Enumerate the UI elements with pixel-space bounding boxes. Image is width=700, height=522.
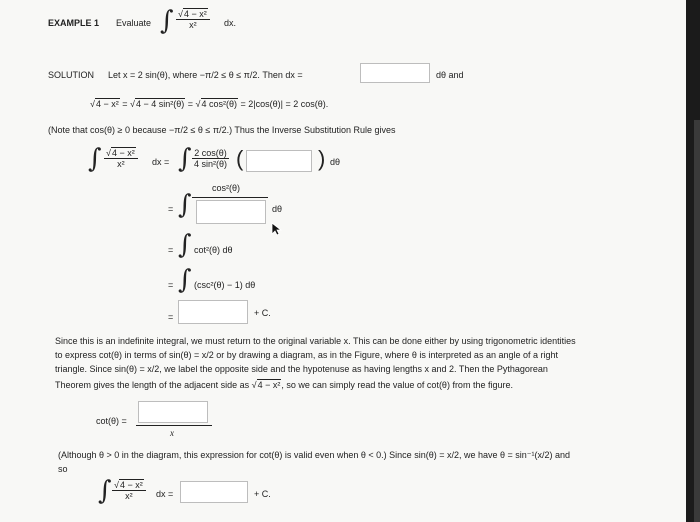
final-answer-box[interactable] [180, 481, 248, 503]
step2-answer-box[interactable] [196, 200, 266, 224]
step2-dtheta: dθ [272, 204, 283, 214]
sqrt-b: 4 − 4 sin²(θ) [135, 99, 185, 109]
final-denominator: x² [125, 491, 133, 501]
step2-numerator: cos²(θ) [212, 183, 241, 193]
cot-fraction-bar [136, 425, 212, 426]
integral-sign: ∫ [160, 6, 174, 36]
final-integrand: $\frac{\text{√4 − x²}}{\text{x²}}$ [112, 480, 146, 501]
sqrt-a: 4 − x² [95, 99, 119, 109]
adjacent-side-sqrt: 4 − x² [257, 380, 281, 390]
although-line-2: so [58, 464, 68, 474]
screen-edge-shadow [694, 120, 700, 522]
mouse-cursor-icon [271, 222, 283, 236]
step4-integral-sign: ∫ [178, 265, 192, 295]
example-integrand [176, 9, 210, 30]
sqrt-symbol: √ [178, 9, 183, 19]
paragraph-line-1: Since this is an indefinite integral, we must return to the original variable x. This can be done either by using trigonometric identities [55, 336, 576, 346]
step1-denominator: 4 sin²(θ) [194, 159, 228, 169]
final-integral-sign: ∫ [98, 476, 112, 506]
step5-plus-c: + C. [254, 308, 271, 318]
paragraph-line-4: Theorem gives the length of the adjacent side as √4 − x², so we can simply read the value of cot(θ) from the figure. [55, 380, 513, 390]
dtheta-and-text: dθ and [436, 70, 464, 80]
step2-fraction-bar [192, 197, 268, 198]
paragraph-line-4-start: Theorem gives the length of the adjacent side as [55, 380, 250, 390]
lhs-integral-sign: ∫ [88, 144, 102, 174]
example-integrand-denominator: x² [189, 20, 197, 30]
step1-dtheta: dθ [330, 157, 341, 167]
sqrt-rest: = 2|cos(θ)| = 2 cos(θ). [240, 99, 329, 109]
final-dx: dx = [156, 489, 174, 499]
final-numerator: 4 − x² [119, 480, 143, 490]
substitution-text: Let x = 2 sin(θ), where −π/2 ≤ θ ≤ π/2. Then dx = [108, 70, 303, 80]
example-dx: dx. [224, 18, 237, 28]
lhs-numerator: 4 − x² [111, 148, 135, 158]
step1-answer-box[interactable] [246, 150, 312, 172]
step1-numerator: 2 cos(θ) [194, 148, 227, 158]
step2-integral-sign: ∫ [178, 190, 192, 220]
step1-fraction [192, 148, 229, 169]
cot-numerator-box[interactable] [138, 401, 208, 423]
cot-label: cot(θ) = [96, 416, 127, 426]
although-line-1: (Although θ > 0 in the diagram, this expression for cot(θ) is valid even when θ < 0.) Since sin(θ) = x/2, we have θ = sin⁻¹(x/2) and [58, 450, 571, 460]
example-integrand-numerator: 4 − x² [183, 9, 207, 19]
step4-equals: = [168, 280, 174, 290]
right-paren: ) [318, 146, 326, 171]
step1-integral-sign: ∫ [178, 144, 192, 174]
cot-denominator: x [170, 428, 174, 438]
dx-answer-box[interactable] [360, 63, 430, 83]
final-plus-c: + C. [254, 489, 271, 499]
solution-label: SOLUTION [48, 70, 95, 80]
note-text: (Note that cos(θ) ≥ 0 because −π/2 ≤ θ ≤ π/2.) Thus the Inverse Substitution Rule gives [48, 125, 396, 135]
lhs-integrand: $\frac{\text{√4 − x²}}{\text{x²}}$ [104, 148, 138, 169]
paragraph-line-4-end: , so we can simply read the value of cot(θ) from the figure. [281, 380, 513, 390]
example-label: EXAMPLE 1 [48, 18, 100, 28]
step5-answer-box[interactable] [178, 300, 248, 324]
lhs-denominator: x² [117, 159, 125, 169]
equals-2: = [187, 99, 194, 109]
step3-body: cot²(θ) dθ [194, 245, 233, 255]
sqrt-c: 4 cos²(θ) [201, 99, 238, 109]
step2-equals: = [168, 204, 174, 214]
left-paren: ( [236, 146, 244, 171]
lhs-dx: dx = [152, 157, 170, 167]
evaluate-text: Evaluate [116, 18, 152, 28]
step3-equals: = [168, 245, 174, 255]
equals-1: = [122, 99, 128, 109]
paragraph-line-2: to express cot(θ) in terms of sin(θ) = x/2 or by drawing a diagram, as in the Figure, where θ is interpreted as an angle of a right [55, 350, 558, 360]
step4-body: (csc²(θ) − 1) dθ [194, 280, 256, 290]
sqrt-simplification: √4 − x² = √4 − 4 sin²(θ) = √4 cos²(θ) = 2|cos(θ)| = 2 cos(θ). [90, 99, 329, 109]
paragraph-line-3: triangle. Since sin(θ) = x/2, we label the opposite side and the hypotenuse as having lengths x and 2. Then the Pythagorean [55, 364, 548, 374]
step3-integral-sign: ∫ [178, 230, 192, 260]
step5-equals: = [168, 312, 174, 322]
